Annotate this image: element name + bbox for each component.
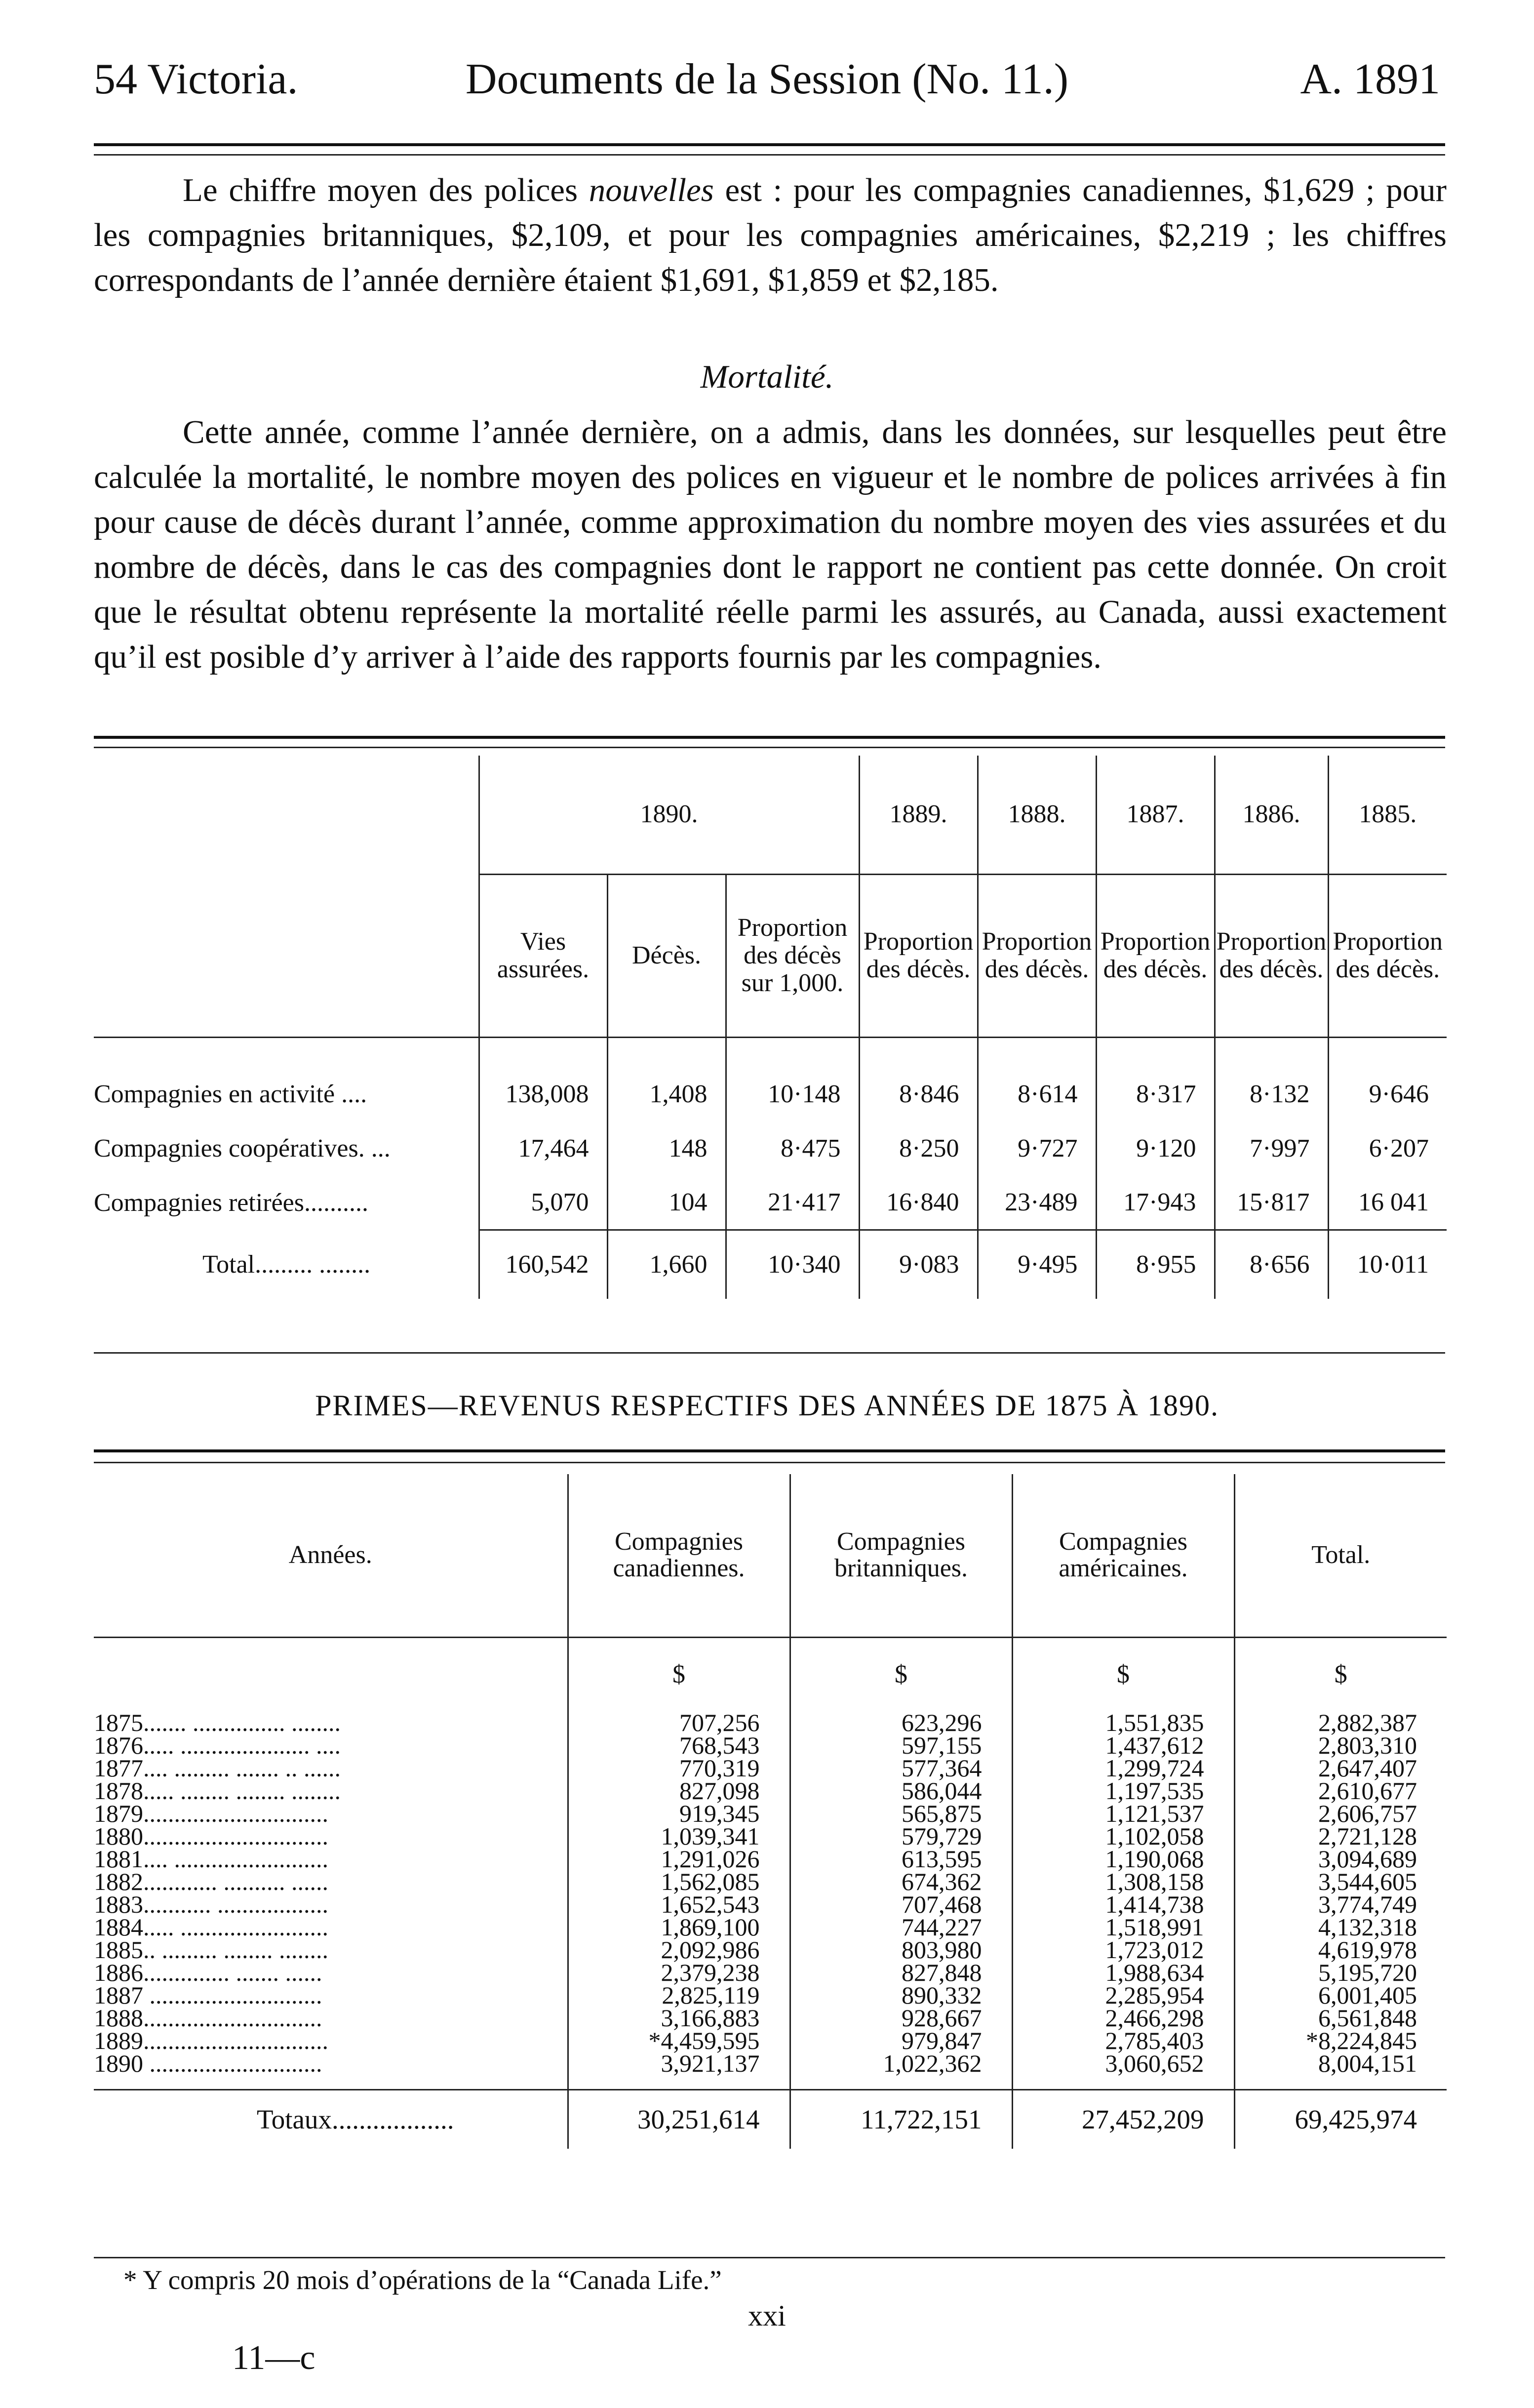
mortality-corner-cell — [94, 756, 479, 1037]
premium-value: *8,224,845 — [1234, 2029, 1447, 2052]
mortality-table-rule-second — [94, 747, 1445, 748]
premium-value: 890,332 — [790, 1984, 1012, 2007]
currency-symbol: $ — [790, 1637, 1012, 1711]
premium-value: 2,606,757 — [1234, 1802, 1447, 1825]
year-label: 1889.............................. — [94, 2029, 328, 2052]
premiums-row — [94, 1961, 1447, 1984]
premium-value: 577,364 — [790, 1757, 1012, 1779]
premium-value: 565,875 — [790, 1802, 1012, 1825]
cell-value: 104 — [607, 1175, 726, 1230]
premium-value: 2,825,119 — [568, 1984, 790, 2007]
currency-symbol: $ — [1012, 1637, 1234, 1711]
cell-value: 17,464 — [479, 1121, 607, 1175]
premium-value: 768,543 — [568, 1734, 790, 1757]
premiums-row — [94, 1870, 1447, 1893]
premiums-title: PRIMES—REVENUS RESPECTIFS DES ANNÉES DE 1875 À 1890. — [315, 1389, 1219, 1422]
currency-symbol: $ — [1234, 1637, 1447, 1711]
year-label: 1887 ............................ — [94, 1984, 322, 2007]
premium-value: 3,544,605 — [1234, 1870, 1447, 1893]
row-label: Compagnies en activité .... — [94, 1080, 367, 1108]
premium-value: 613,595 — [790, 1847, 1012, 1870]
totals-value: 11,722,151 — [790, 2089, 1012, 2149]
header-canadiennes: Compagnies canadiennes. — [568, 1474, 790, 1637]
intro-paragraph — [94, 168, 1447, 303]
cell-value: 8·614 — [978, 1067, 1096, 1121]
premiums-currency-row — [94, 1637, 1447, 1711]
year-header-1889: 1889. — [859, 756, 978, 874]
premium-value: 1,723,012 — [1012, 1938, 1234, 1961]
premiums-rule-top — [94, 1449, 1445, 1452]
premiums-row — [94, 1847, 1447, 1870]
premium-value: 2,379,238 — [568, 1961, 790, 1984]
total-value: 1,660 — [607, 1230, 726, 1299]
cell-value: 9·646 — [1328, 1067, 1447, 1121]
premiums-row — [94, 1802, 1447, 1825]
cell-value: 9·120 — [1096, 1121, 1215, 1175]
mortality-paragraph: Cette année, comme l’année dernière, on a admis, dans les données, sur lesquelles peut être calculée la mortalité, le nombre moyen des polices en vigueur et le nombre de polices arrivées à fin pour cause de décès durant l’année, comme approximation du nombre moyen des vies assurées et du nombre de décès, dans le cas des compagnies dont le rapport ne contient pas cette donnée. On croit que le résultat obtenu représente la mortalité réelle parmi les assurés, au Canada, aussi exactement qu’il est posible d’y arriver à l’aide des rapports fournis par les compagnies. — [94, 414, 1447, 675]
subheader-deces: Décès. — [607, 874, 726, 1037]
footnote: * Y compris 20 mois d’opérations de la “Canada Life.” — [123, 2265, 722, 2295]
header-rule-bottom — [94, 154, 1445, 156]
header-americaines: Compagnies américaines. — [1012, 1474, 1234, 1637]
cell-value: 5,070 — [479, 1175, 607, 1230]
premium-value: *4,459,595 — [568, 2029, 790, 2052]
year-header-1885: 1885. — [1328, 756, 1447, 874]
premium-value: 803,980 — [790, 1938, 1012, 1961]
premium-value: 827,098 — [568, 1779, 790, 1802]
intro-text-end: est : pour les compagnies canadiennes, $1,629 ; pour les compagnies britanniques, $2,109, et pour les compagnies américaines, $2,219 ; les chiffres correspondants de l’année dernière étaient $1,691, $1,859 et $2,185. — [94, 172, 1447, 298]
cell-value: 21·417 — [726, 1175, 859, 1230]
premium-value: 2,092,986 — [568, 1938, 790, 1961]
year-label: 1878..... ........ ........ ........ — [94, 1779, 341, 1802]
currency-symbol: $ — [568, 1637, 790, 1711]
premiums-row — [94, 1711, 1447, 1734]
premium-value: 979,847 — [790, 2029, 1012, 2052]
subheader-proportion-1000: Proportion des décès sur 1,000. — [726, 874, 859, 1037]
signature-mark: 11—c — [232, 2339, 315, 2377]
premiums-table — [94, 1474, 1447, 2149]
premium-value: 1,988,634 — [1012, 1961, 1234, 1984]
cell-value: 138,008 — [479, 1067, 607, 1121]
header-britanniques: Compagnies britanniques. — [790, 1474, 1012, 1637]
premiums-body — [94, 1711, 1447, 2075]
premiums-header-row — [94, 1474, 1447, 1637]
cell-value: 9·727 — [978, 1121, 1096, 1175]
premium-value: 1,869,100 — [568, 1916, 790, 1938]
running-header — [94, 54, 1440, 109]
premium-value: 5,195,720 — [1234, 1961, 1447, 1984]
premium-value: 4,132,318 — [1234, 1916, 1447, 1938]
cell-value: 8·475 — [726, 1121, 859, 1175]
total-value: 9·495 — [978, 1230, 1096, 1299]
premium-value: 3,921,137 — [568, 2052, 790, 2075]
premiums-row — [94, 2007, 1447, 2029]
year-label: 1885.. ......... ........ ........ — [94, 1938, 328, 1961]
mortality-table-rule-bottom — [94, 1352, 1445, 1354]
mortality-row-activite — [94, 1067, 1447, 1121]
totals-value: 27,452,209 — [1012, 2089, 1234, 2149]
cell-value: 7·997 — [1215, 1121, 1328, 1175]
cell-value: 16·840 — [859, 1175, 978, 1230]
premium-value: 2,721,128 — [1234, 1825, 1447, 1847]
premiums-row — [94, 1779, 1447, 1802]
subheader-proportion-1889: Proportion des décès. — [859, 874, 978, 1037]
premium-value: 597,155 — [790, 1734, 1012, 1757]
total-value: 10·340 — [726, 1230, 859, 1299]
mortality-table-rule-top — [94, 736, 1445, 739]
subheader-proportion-1888: Proportion des décès. — [978, 874, 1096, 1037]
header-year-right: A. 1891 — [1300, 55, 1440, 103]
header-session-left: 54 Victoria. — [94, 55, 298, 103]
year-header-1888: 1888. — [978, 756, 1096, 874]
header-annees: Années. — [288, 1541, 372, 1569]
total-value: 8·656 — [1215, 1230, 1328, 1299]
premiums-row — [94, 1825, 1447, 1847]
premium-value: 674,362 — [790, 1870, 1012, 1893]
premium-value: 1,299,724 — [1012, 1757, 1234, 1779]
premium-value: 4,619,978 — [1234, 1938, 1447, 1961]
premium-value: 707,468 — [790, 1893, 1012, 1916]
mortality-table — [94, 756, 1447, 1299]
premiums-totals-row — [94, 2089, 1447, 2149]
premium-value: 707,256 — [568, 1711, 790, 1734]
intro-emphasis: nouvelles — [589, 172, 714, 208]
section-title-mortalite: Mortalité. — [700, 359, 834, 395]
premium-value: 2,285,954 — [1012, 1984, 1234, 2007]
premiums-rule-second — [94, 1462, 1445, 1463]
premium-value: 1,518,991 — [1012, 1916, 1234, 1938]
subheader-proportion-1885: Proportion des décès. — [1328, 874, 1447, 1037]
header-title: Documents de la Session (No. 11.) — [465, 55, 1069, 103]
premium-value: 2,803,310 — [1234, 1734, 1447, 1757]
premium-value: 2,647,407 — [1234, 1757, 1447, 1779]
premiums-row — [94, 2029, 1447, 2052]
cell-value: 8·250 — [859, 1121, 978, 1175]
premiums-row — [94, 1893, 1447, 1916]
year-header-1887: 1887. — [1096, 756, 1215, 874]
premium-value: 1,562,085 — [568, 1870, 790, 1893]
subheader-proportion-1886: Proportion des décès. — [1215, 874, 1328, 1037]
cell-value: 16 041 — [1328, 1175, 1447, 1230]
premium-value: 586,044 — [790, 1779, 1012, 1802]
premiums-row — [94, 1938, 1447, 1961]
premium-value: 623,296 — [790, 1711, 1012, 1734]
row-label: Compagnies retirées.......... — [94, 1188, 368, 1217]
premium-value: 770,319 — [568, 1757, 790, 1779]
cell-value: 8·132 — [1215, 1067, 1328, 1121]
year-label: 1881.... ......................... — [94, 1847, 328, 1870]
premium-value: 1,414,738 — [1012, 1893, 1234, 1916]
year-header-1890: 1890. — [479, 756, 859, 874]
premium-value: 1,291,026 — [568, 1847, 790, 1870]
cell-value: 1,408 — [607, 1067, 726, 1121]
cell-value: 6·207 — [1328, 1121, 1447, 1175]
mortality-row-retirees — [94, 1175, 1447, 1230]
year-label: 1886.............. ....... ...... — [94, 1961, 322, 1984]
total-value: 8·955 — [1096, 1230, 1215, 1299]
premium-value: 1,437,612 — [1012, 1734, 1234, 1757]
year-label: 1879.............................. — [94, 1802, 328, 1825]
year-label: 1880.............................. — [94, 1825, 328, 1847]
premium-value: 1,551,835 — [1012, 1711, 1234, 1734]
header-total: Total. — [1234, 1474, 1447, 1637]
row-label: Compagnies coopératives. ... — [94, 1134, 391, 1163]
premium-value: 1,308,158 — [1012, 1870, 1234, 1893]
mortality-total-row — [94, 1230, 1447, 1299]
premium-value: 6,561,848 — [1234, 2007, 1447, 2029]
year-label: 1877.... ......... ....... .. ...... — [94, 1757, 341, 1779]
premium-value: 744,227 — [790, 1916, 1012, 1938]
cell-value: 148 — [607, 1121, 726, 1175]
premium-value: 8,004,151 — [1234, 2052, 1447, 2075]
year-label: 1882............ .......... ...... — [94, 1870, 328, 1893]
cell-value: 17·943 — [1096, 1175, 1215, 1230]
premium-value: 1,121,537 — [1012, 1802, 1234, 1825]
premium-value: 2,610,677 — [1234, 1779, 1447, 1802]
cell-value: 8·317 — [1096, 1067, 1215, 1121]
premium-value: 827,848 — [790, 1961, 1012, 1984]
totals-label: Totaux.................. — [94, 2089, 568, 2149]
year-label: 1888............................. — [94, 2007, 322, 2029]
premium-value: 3,094,689 — [1234, 1847, 1447, 1870]
total-label: Total......... ........ — [202, 1250, 371, 1279]
total-value: 9·083 — [859, 1230, 978, 1299]
premium-value: 2,882,387 — [1234, 1711, 1447, 1734]
premium-value: 6,001,405 — [1234, 1984, 1447, 2007]
premium-value: 1,022,362 — [790, 2052, 1012, 2075]
premium-value: 1,102,058 — [1012, 1825, 1234, 1847]
mortality-row-cooperatives — [94, 1121, 1447, 1175]
cell-value: 23·489 — [978, 1175, 1096, 1230]
premium-value: 919,345 — [568, 1802, 790, 1825]
premiums-row — [94, 2052, 1447, 2075]
intro-text-start: Le chiffre moyen des polices — [183, 172, 589, 208]
cell-value: 8·846 — [859, 1067, 978, 1121]
total-value: 10·011 — [1328, 1230, 1447, 1299]
premiums-row — [94, 1757, 1447, 1779]
cell-value: 15·817 — [1215, 1175, 1328, 1230]
totals-value: 30,251,614 — [568, 2089, 790, 2149]
year-label: 1876..... ..................... .... — [94, 1734, 341, 1757]
premiums-row — [94, 1984, 1447, 2007]
subheader-vies-assurees: Vies assurées. — [479, 874, 607, 1037]
premiums-row — [94, 1916, 1447, 1938]
page-number: xxi — [748, 2299, 786, 2332]
premium-value: 2,466,298 — [1012, 2007, 1234, 2029]
cell-value: 10·148 — [726, 1067, 859, 1121]
premiums-row — [94, 1734, 1447, 1757]
total-value: 160,542 — [479, 1230, 607, 1299]
premium-value: 1,190,068 — [1012, 1847, 1234, 1870]
premium-value: 579,729 — [790, 1825, 1012, 1847]
premium-value: 928,667 — [790, 2007, 1012, 2029]
year-label: 1890 ............................ — [94, 2052, 322, 2075]
subheader-proportion-1887: Proportion des décès. — [1096, 874, 1215, 1037]
year-label: 1883........... .................. — [94, 1893, 328, 1916]
totals-value: 69,425,974 — [1234, 2089, 1447, 2149]
year-label: 1875....... ............... ........ — [94, 1711, 341, 1734]
premium-value: 1,039,341 — [568, 1825, 790, 1847]
mortality-spacer-row — [94, 1037, 1447, 1067]
premium-value: 1,652,543 — [568, 1893, 790, 1916]
premiums-rule-bottom — [94, 2257, 1445, 2258]
premium-value: 3,060,652 — [1012, 2052, 1234, 2075]
premium-value: 3,774,749 — [1234, 1893, 1447, 1916]
year-header-1886: 1886. — [1215, 756, 1328, 874]
premium-value: 3,166,883 — [568, 2007, 790, 2029]
premium-value: 1,197,535 — [1012, 1779, 1234, 1802]
header-rule-top — [94, 143, 1445, 146]
year-label: 1884..... ........................ — [94, 1916, 328, 1938]
premium-value: 2,785,403 — [1012, 2029, 1234, 2052]
mortality-year-header-row — [94, 756, 1447, 874]
